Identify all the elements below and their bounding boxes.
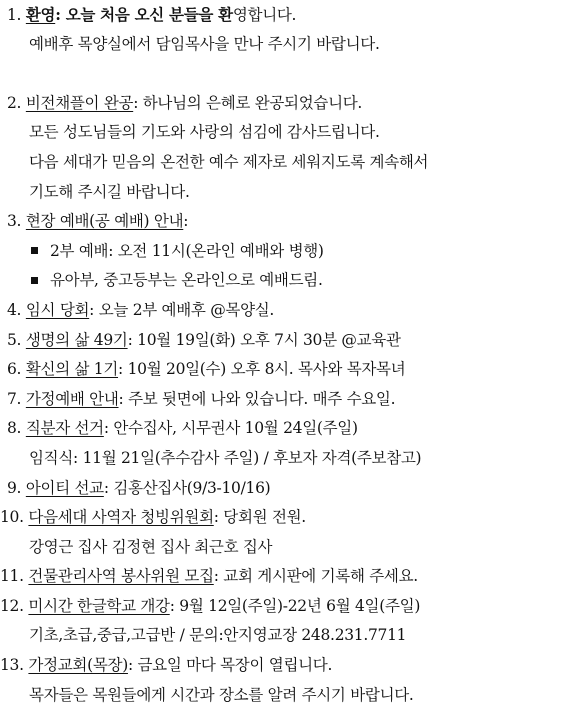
item-1-sub-1: 예배후 목양실에서 담임목사을 만나 주시기 바랍니다. bbox=[29, 34, 380, 53]
item-7 bbox=[7, 385, 565, 415]
item-text: : 9월 12일(주일)-22년 6월 4일(주일) bbox=[169, 596, 421, 615]
item-title: 현장 예배(공 예배) 안내 bbox=[25, 212, 184, 231]
item-title: 임시 당회 bbox=[25, 300, 90, 319]
item-number: 13. bbox=[0, 656, 24, 675]
item-title: 확신의 삶 1기 bbox=[25, 360, 119, 379]
item-title: 가정예배 안내 bbox=[25, 389, 119, 408]
item-text: : bbox=[183, 212, 189, 231]
item-3 bbox=[7, 207, 565, 237]
item-text: : 주보 뒷면에 나와 있습니다. 매주 수요일. bbox=[118, 389, 396, 408]
item-8 bbox=[7, 414, 565, 444]
item-number: 5. bbox=[7, 330, 22, 349]
item-text: : 김홍산집사(9/3-10/16) bbox=[103, 478, 271, 497]
item-number: 8. bbox=[7, 419, 22, 438]
item-6 bbox=[7, 355, 565, 385]
item-title-text: 환영 bbox=[25, 5, 56, 24]
item-title: 비전채플이 완공 bbox=[25, 93, 134, 112]
item-text: : 금요일 마다 목장이 열립니다. bbox=[127, 656, 333, 675]
item-11 bbox=[0, 562, 565, 592]
item-title: 직분자 선거 bbox=[25, 419, 104, 438]
item-title: 가정교회(목장) bbox=[28, 656, 128, 675]
item-number: 11. bbox=[0, 567, 24, 586]
item-4 bbox=[7, 296, 565, 326]
item-number: 1. bbox=[7, 6, 22, 24]
item-3-bullet-1 bbox=[7, 237, 565, 267]
item-12 bbox=[0, 592, 565, 622]
item-12-sub-1: 기초,초급,중급,고급반 / 문의:안지영교장 248.231.7711 bbox=[29, 626, 407, 645]
item-text: : 안수집사, 시무권사 10월 24일(주일) bbox=[103, 419, 358, 438]
item-number: 2. bbox=[7, 93, 22, 112]
item-9 bbox=[7, 474, 565, 504]
item-number: 7. bbox=[7, 389, 22, 408]
item-1 bbox=[7, 0, 565, 30]
item-13 bbox=[0, 651, 565, 681]
item-title: 다음세대 사역자 청빙위원회 bbox=[28, 508, 214, 527]
item-title: 건물관리사역 봉사위원 모집 bbox=[28, 567, 214, 586]
bullet-text: 유아부, 중고등부는 온라인으로 예배드림. bbox=[50, 271, 323, 290]
item-13-sub-1: 목자들은 목원들에게 시간과 장소를 알려 주시기 바랍니다. bbox=[29, 685, 414, 704]
item-5 bbox=[7, 326, 565, 356]
item-title bbox=[26, 5, 55, 24]
item-10-sub-1: 강영근 집사 김정현 집사 최근호 집사 bbox=[29, 537, 273, 556]
item-2-sub-1: 모든 성도님들의 기도와 사랑의 섬김에 감사드립니다. bbox=[29, 123, 380, 142]
square-bullet-icon bbox=[31, 247, 38, 254]
item-text: : 교회 게시판에 기록해 주세요. bbox=[213, 567, 418, 586]
item-title: 생명의 삶 49기 bbox=[25, 330, 128, 349]
item-3-bullet-2 bbox=[7, 266, 565, 296]
item-text-bold: : 오늘 처음 오신 분들을 환 bbox=[55, 5, 233, 24]
item-number: 12. bbox=[0, 596, 24, 615]
item-title: 미시간 한글학교 개강 bbox=[28, 596, 170, 615]
item-10 bbox=[0, 503, 565, 533]
item-2 bbox=[7, 89, 565, 119]
item-text: 영합니다. bbox=[232, 6, 297, 24]
item-2-sub-2: 다음 세대가 믿음의 온전한 예수 제자로 세워지도록 계속해서 bbox=[29, 152, 429, 171]
item-text: : 10월 20일(수) 오후 8시. 목사와 목자목녀 bbox=[118, 360, 406, 379]
item-8-sub-1: 임직식: 11월 21일(추수감사 주일) / 후보자 자격(주보참고) bbox=[29, 448, 422, 467]
item-text: : 오늘 2부 예배후 @목양실. bbox=[89, 300, 275, 319]
bullet-text: 2부 예배: 오전 11시(온라인 예배와 병행) bbox=[50, 241, 324, 260]
item-number: 3. bbox=[7, 212, 22, 231]
item-number: 9. bbox=[7, 478, 22, 497]
spacer bbox=[7, 59, 565, 89]
item-2-sub-3: 기도해 주시길 바랍니다. bbox=[29, 182, 190, 201]
item-text: : 10월 19일(화) 오후 7시 30분 @교육관 bbox=[127, 330, 401, 349]
item-title: 아이티 선교 bbox=[25, 478, 104, 497]
item-number: 4. bbox=[7, 300, 22, 319]
item-number: 6. bbox=[7, 360, 22, 379]
square-bullet-icon bbox=[31, 277, 38, 284]
item-text: : 당회원 전원. bbox=[213, 508, 306, 527]
item-text: : 하나님의 은혜로 완공되었습니다. bbox=[133, 93, 363, 112]
item-number: 10. bbox=[0, 508, 24, 527]
